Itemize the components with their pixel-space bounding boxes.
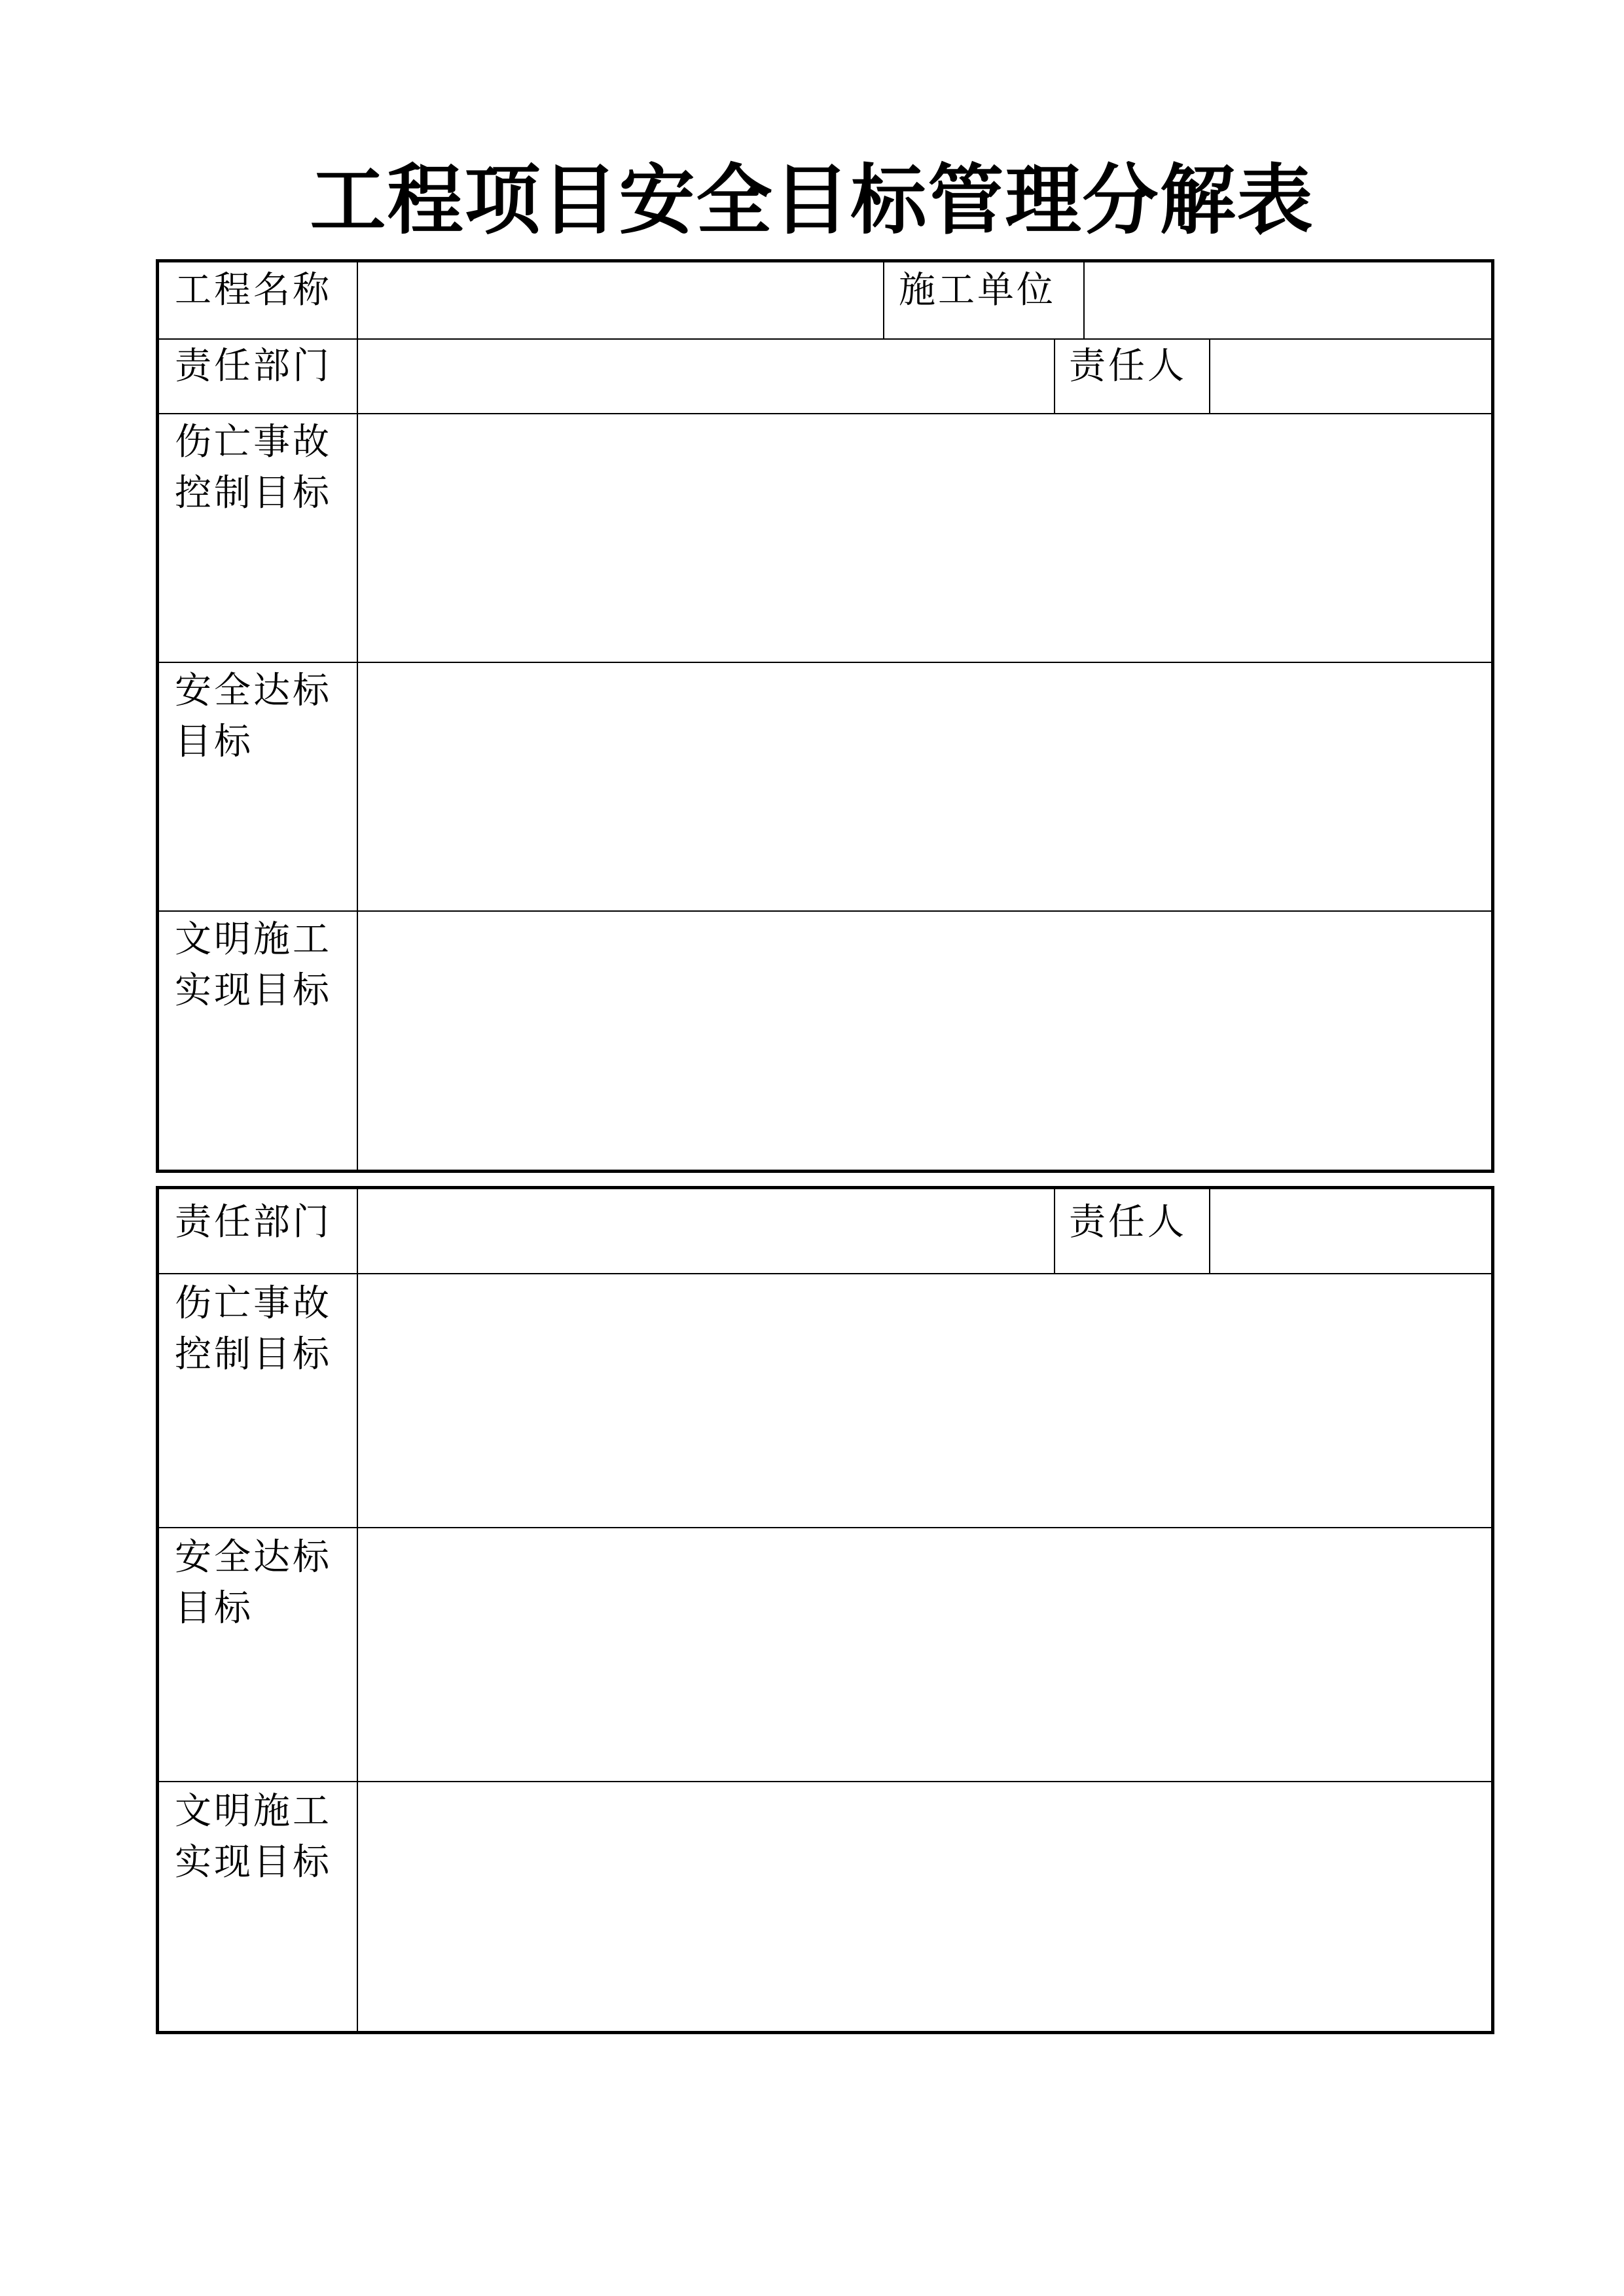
row-divider [159,1781,1491,1782]
project-name-field[interactable] [359,262,882,337]
construction-unit-label: 施工单位 [899,269,1056,312]
person-field[interactable] [1212,341,1491,412]
row-divider [159,338,1491,340]
row-divider [159,910,1491,912]
row-divider [159,1273,1491,1274]
safety-standard-field[interactable] [359,664,1491,909]
cell-divider [1083,262,1085,338]
cell-divider [1209,338,1210,413]
label-column-divider [357,1189,358,2031]
construction-unit-field[interactable] [1086,262,1491,337]
person-label: 责任人 [1069,1201,1187,1244]
form-section-1 [156,259,1494,1173]
casualty-control-field[interactable] [359,1276,1491,1526]
casualty-control-label: 伤亡事故 控制目标 [175,1282,332,1376]
casualty-control-field[interactable] [359,416,1491,660]
cell-divider [1054,1189,1055,1273]
civilized-construction-label: 文明施工 实现目标 [175,918,332,1012]
cell-divider [883,262,884,338]
department-label: 责任部门 [175,1201,332,1244]
civilized-construction-label: 文明施工 实现目标 [175,1790,332,1884]
form-title: 工程项目安全目标管理分解表 [310,156,1314,245]
department-field[interactable] [359,1189,1053,1272]
person-label: 责任人 [1069,345,1187,387]
casualty-control-label: 伤亡事故 控制目标 [175,421,332,514]
cell-divider [1209,1189,1210,1273]
safety-standard-label: 安全达标 目标 [175,670,332,763]
civilized-construction-field[interactable] [359,1784,1491,2031]
safety-standard-field[interactable] [359,1530,1491,1780]
safety-standard-label: 安全达标 目标 [175,1536,332,1630]
form-section-2 [156,1186,1494,2034]
cell-divider [1054,338,1055,413]
row-divider [159,662,1491,663]
department-field[interactable] [359,341,1053,412]
row-divider [159,1527,1491,1528]
project-name-label: 工程名称 [175,269,332,312]
row-divider [159,413,1491,414]
label-column-divider [357,262,358,1170]
person-field[interactable] [1212,1189,1491,1272]
civilized-construction-field[interactable] [359,913,1491,1170]
department-label: 责任部门 [175,345,332,387]
